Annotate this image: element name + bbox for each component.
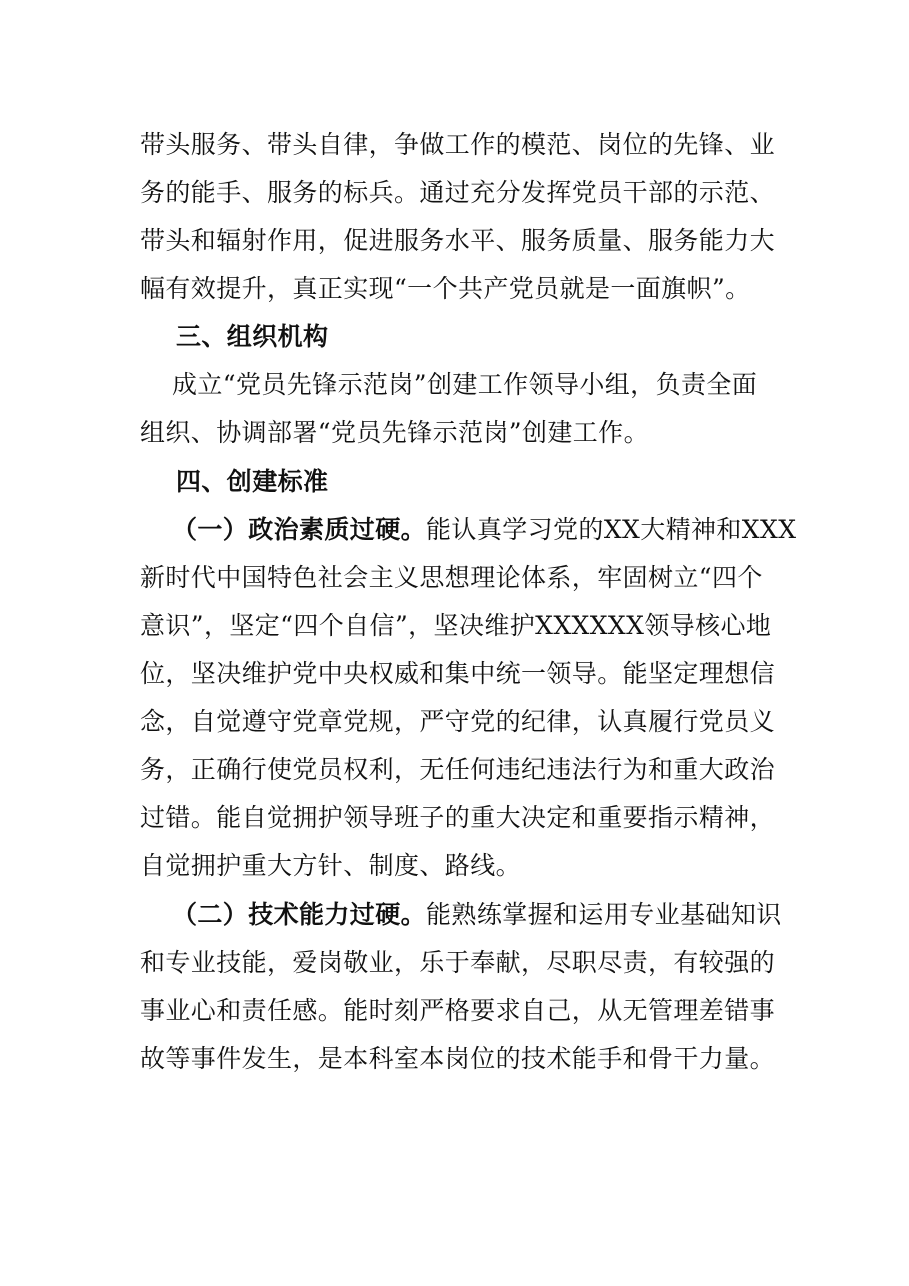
section-4-heading: 四、创建标准 [176,467,329,496]
item-2-first-line-text: 能熟练掌握和运用专业基础知识 [426,900,782,929]
item-2-line-3: 事业心和责任感。能时刻严格要求自己，从无管理差错事 [140,996,776,1025]
intro-line-1: 带头服务、带头自律，争做工作的模范、岗位的先锋、业 [140,130,776,159]
item-1-line-8: 自觉拥护重大方针、制度、路线。 [140,851,522,880]
item-1-line-4: 位，坚决维护党中央权威和集中统一领导。能坚定理想信 [140,659,776,688]
section-3-line-1: 成立“党员先锋示范岗”创建工作领导小组，负责全面 [172,370,758,399]
intro-line-4: 幅有效提升，真正实现“一个共产党员就是一面旗帜”。 [140,274,751,303]
intro-line-2: 务的能手、服务的标兵。通过充分发挥党员干部的示范、 [140,178,776,207]
item-1-first-line-text: 能认真学习党的XX大精神和XXX [426,515,797,544]
item-1-line-2: 新时代中国特色社会主义思想理论体系，牢固树立“四个 [140,563,763,592]
item-2-title: （二）技术能力过硬。 [172,900,427,929]
item-1-first-line [172,513,796,547]
item-1-title: （一）政治素质过硬。 [172,515,427,544]
item-1-line-7: 过错。能自觉拥护领导班子的重大决定和重要指示精神， [140,803,776,832]
section-3-heading: 三、组织机构 [176,322,329,351]
item-2-line-2: 和专业技能，爱岗敬业，乐于奉献，尽职尽责，有较强的 [140,948,776,977]
intro-line-3: 带头和辐射作用，促进服务水平、服务质量、服务能力大 [140,226,776,255]
item-2-line-4: 故等事件发生，是本科室本岗位的技术能手和骨干力量。 [140,1044,776,1073]
item-1-line-5: 念，自觉遵守党章党规，严守党的纪律，认真履行党员义 [140,707,776,736]
item-1-line-6: 务，正确行使党员权利，无任何违纪违法行为和重大政治 [140,755,776,784]
section-3-line-2: 组织、协调部署“党员先锋示范岗”创建工作。 [140,418,649,447]
item-2-first-line [172,898,782,932]
item-1-line-3: 意识”，坚定“四个自信”，坚决维护XXXXXX领导核心地 [140,611,772,640]
